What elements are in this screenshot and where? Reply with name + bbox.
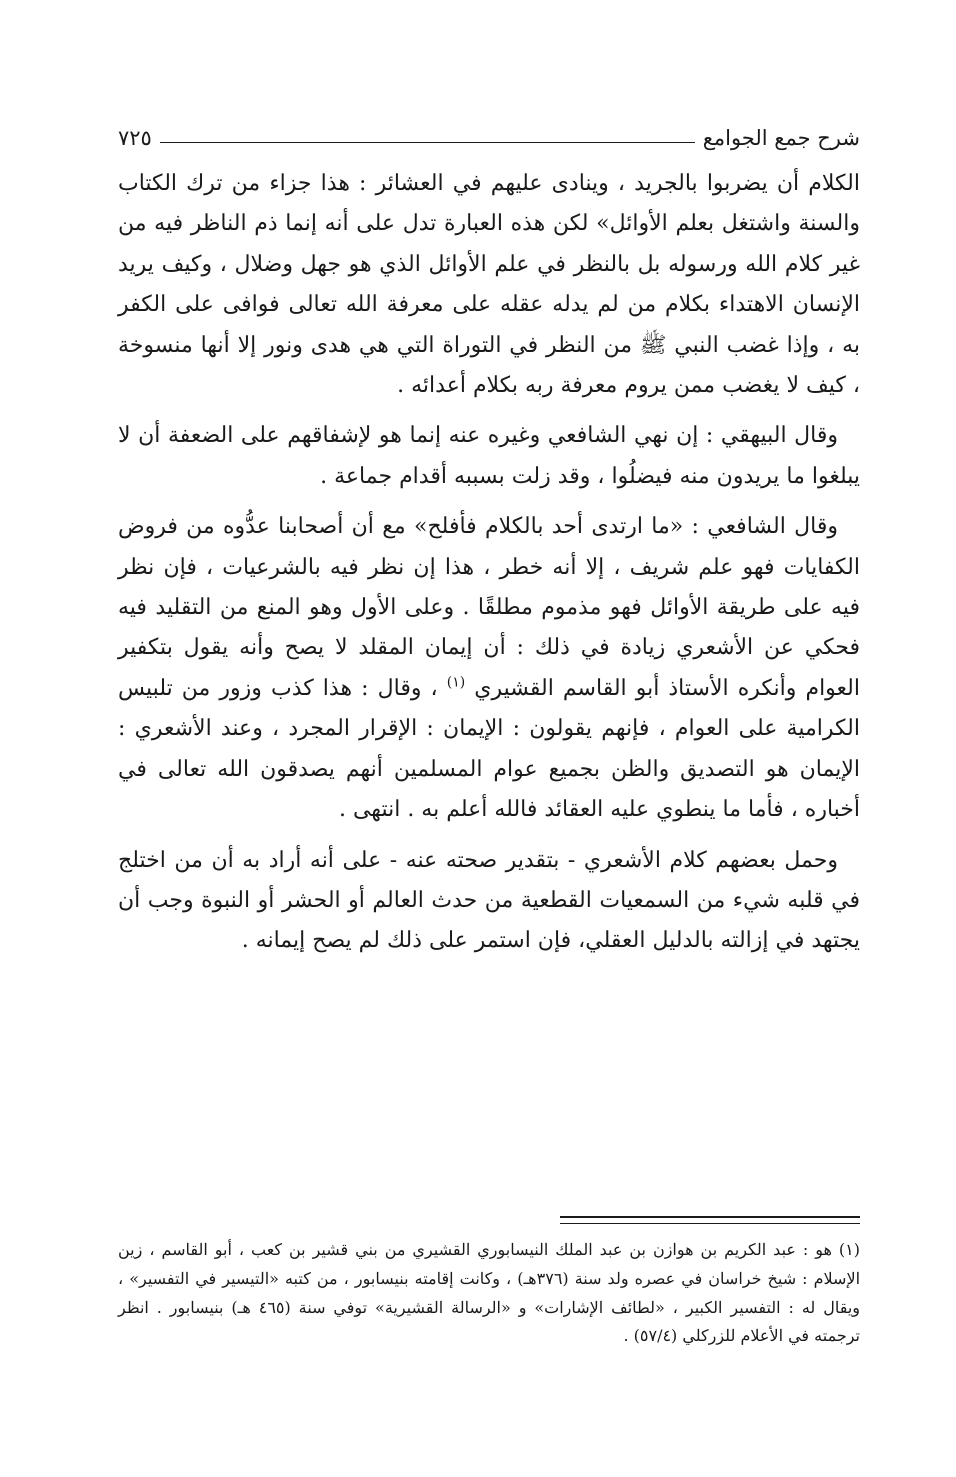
header-rule — [160, 142, 695, 143]
footnote-reference[interactable]: (١) — [446, 674, 466, 691]
page — [118, 120, 860, 972]
footnotes — [118, 1236, 860, 1351]
paragraph-4: وحمل بعضهم كلام الأشعري - بتقدير صحته عنه - على أنه أراد به أن من اختلج في قلبه شيء من السمعيات القطعية من حدث العالم أو الحشر أو النبوة وجب أن يجتهد في إزالته بالدليل العقلي، فإن استمر على ذلك لم يصح إيمانه . — [118, 847, 860, 954]
running-header — [118, 120, 860, 156]
paragraph-3-text-b: ، وقال : هذا كذب وزور من تلبيس الكرامية على العوام ، فإنهم يقولون : الإيمان : الإقرار المجرد ، وعند الأشعري : الإيمان هو التصديق والظن بجميع عوام المسلمين أنهم يصدقون الله تعالى في أخباره ، فأما ما ينطوي عليه العقائد فالله أعلم به . انتهى . — [118, 675, 860, 823]
running-title: شرح جمع الجوامع — [702, 126, 860, 150]
body-text — [118, 164, 860, 962]
footnote-1: (١) هو : عبد الكريم بن هوازن بن عبد الملك النيسابوري القشيري من بني قشير بن كعب ، أبو القاسم ، زين الإسلام : شيخ خراسان في عصره ولد سنة (٣٧٦هـ) ، وكانت إقامته بنيسابور ، من كتبه «التيسير في التفسير» ، ويقال له : التفسير الكبير ، «لطائف الإشارات» و «الرسالة القشيرية» توفي سنة (٤٦٥ هـ) بنيسابور . انظر ترجمته في الأعلام للزركلي (٥٧/٤) . — [118, 1240, 861, 1346]
paragraph-3-text-a: وقال الشافعي : «ما ارتدى أحد بالكلام فأفلح» مع أن أصحابنا عدُّوه من فروض الكفايات فهو علم شريف ، إلا أنه خطر ، هذا إن نظر فيه بالشرعيات ، فإن نظر فيه على طريقة الأوائل فهو مذموم مطلقًا . وعلى الأول وهو المنع من التقليد فيه فحكي عن الأشعري زيادة في ذلك : أن إيمان المقلد لا يصح وأنه يقول بتكفير العوام وأنكره الأستاذ أبو القاسم القشيري — [118, 514, 860, 701]
paragraph-3 — [118, 507, 860, 830]
paragraph-2: وقال البيهقي : إن نهي الشافعي وغيره عنه إنما هو لإشفاقهم على الضعفة أن لا يبلغوا ما يريدون منه فيضلُوا ، وقد زلت بسببه أقدام جماعة . — [118, 423, 860, 489]
paragraph-1: الكلام أن يضربوا بالجريد ، وينادى عليهم في العشائر : هذا جزاء من ترك الكتاب والسنة واشتغل بعلم الأوائل» لكن هذه العبارة تدل على أنه إنما ذم الناظر فيه من غير كلام الله ورسوله بل بالنظر في علم الأوائل الذي هو جهل وضلال ، وكيف يريد الإنسان الاهتداء بكلام من لم يدله عقله على معرفة الله تعالى فوافى على الكفر به ، وإذا غضب النبي ﷺ من النظر في التوراة التي هي هدى ونور إلا أنها منسوخة ، كيف لا يغضب ممن يروم معرفة ربه بكلام أعدائه . — [118, 171, 860, 399]
footnote-separator — [560, 1216, 860, 1224]
page-number: ٧٢٥ — [118, 126, 152, 150]
